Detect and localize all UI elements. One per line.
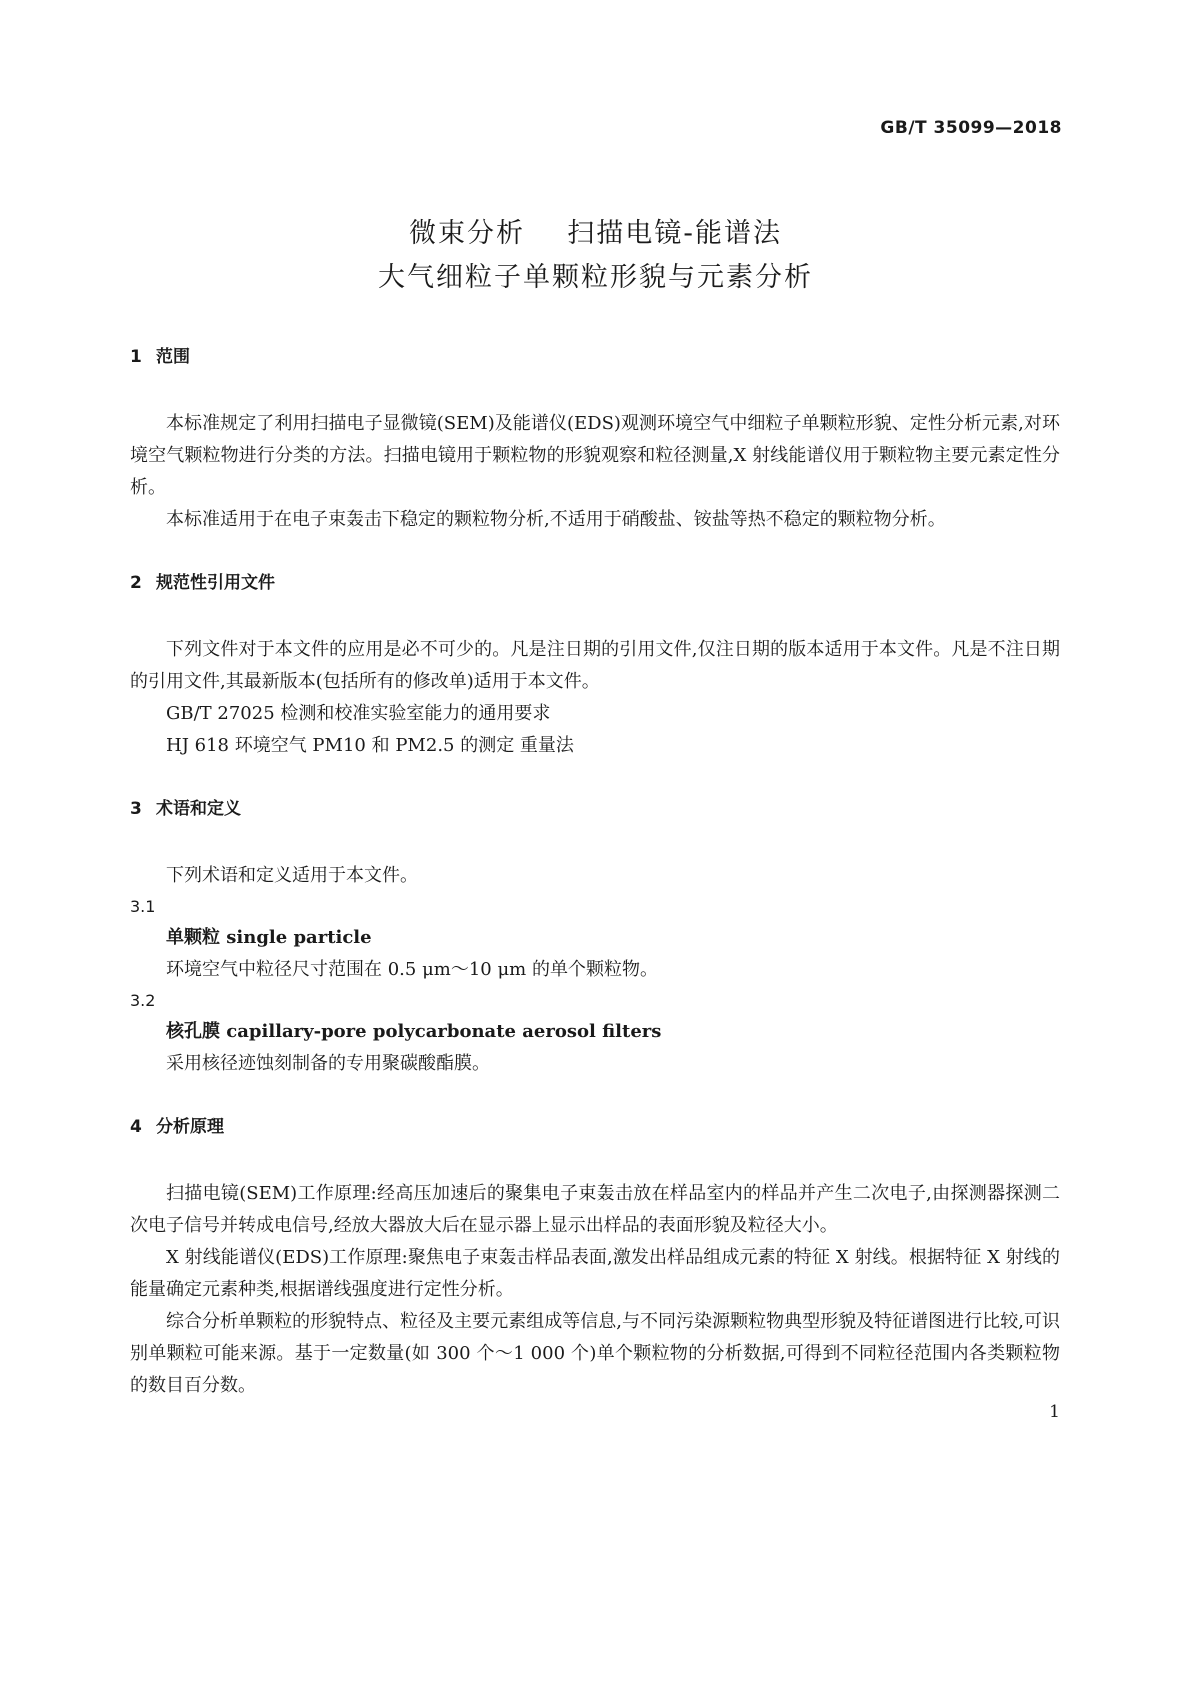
paragraph: 本标准规定了利用扫描电子显微镜(SEM)及能谱仪(EDS)观测环境空气中细粒子单颗粒形貌、定性分析元素,对环境空气颗粒物进行分类的方法。扫描电镜用于颗粒物的形貌观察和粒径测量,X 射线能谱仪用于颗粒物主要元素定性分析。 [130, 413, 1060, 498]
term-number: 3.1 [130, 897, 156, 916]
term-name: 单颗粒 single particle [166, 927, 372, 948]
spacer [130, 536, 1060, 570]
reference-item: GB/T 27025 检测和校准实验室能力的通用要求 [166, 703, 551, 724]
section-number: 1 [130, 347, 142, 367]
spacer [130, 596, 1060, 634]
page-number: 1 [1049, 1402, 1060, 1422]
section-number: 2 [130, 573, 142, 593]
spacer [130, 1080, 1060, 1114]
spacer [130, 762, 1060, 796]
title-line-2: 大气细粒子单颗粒形貌与元素分析 [378, 262, 813, 293]
section-number: 3 [130, 799, 142, 819]
spacer [130, 822, 1060, 860]
reference-item: HJ 618 环境空气 PM10 和 PM2.5 的测定 重量法 [166, 735, 574, 756]
standard-code: GB/T 35099—2018 [880, 118, 1062, 138]
paragraph: 综合分析单颗粒的形貌特点、粒径及主要元素组成等信息,与不同污染源颗粒物典型形貌及特征谱图进行比较,可识别单颗粒可能来源。基于一定数量(如 300 个～1 000 个)单个颗粒物的分析数据,可得到不同粒径范围内各类颗粒物的数目百分数。 [130, 1311, 1060, 1396]
document-title [0, 212, 1191, 300]
section-heading-principle [130, 1114, 1060, 1140]
paragraph: 扫描电镜(SEM)工作原理:经高压加速后的聚集电子束轰击放在样品室内的样品并产生二次电子,由探测器探测二次电子信号并转成电信号,经放大器放大后在显示器上显示出样品的表面形貌及粒径大小。 [130, 1183, 1060, 1236]
term-number: 3.2 [130, 991, 156, 1010]
section-number: 4 [130, 1117, 142, 1137]
document-body [130, 344, 1060, 1402]
term-definition: 采用核径迹蚀刻制备的专用聚碳酸酯膜。 [166, 1053, 490, 1074]
section-title: 范围 [156, 347, 190, 367]
section-title: 术语和定义 [156, 799, 241, 819]
spacer [130, 370, 1060, 408]
section-title: 分析原理 [156, 1117, 224, 1137]
paragraph: X 射线能谱仪(EDS)工作原理:聚焦电子束轰击样品表面,激发出样品组成元素的特征 X 射线。根据特征 X 射线的能量确定元素种类,根据谱线强度进行定性分析。 [130, 1247, 1060, 1300]
paragraph: 本标准适用于在电子束轰击下稳定的颗粒物分析,不适用于硝酸盐、铵盐等热不稳定的颗粒物分析。 [166, 509, 946, 530]
paragraph: 下列术语和定义适用于本文件。 [166, 865, 418, 886]
section-heading-terms [130, 796, 1060, 822]
term-name: 核孔膜 capillary-pore polycarbonate aerosol filters [166, 1021, 662, 1042]
title-line-1: 微束分析 扫描电镜-能谱法 [408, 218, 783, 249]
section-heading-normative-references [130, 570, 1060, 596]
paragraph: 下列文件对于本文件的应用是必不可少的。凡是注日期的引用文件,仅注日期的版本适用于本文件。凡是不注日期的引用文件,其最新版本(包括所有的修改单)适用于本文件。 [130, 639, 1060, 692]
section-title: 规范性引用文件 [156, 573, 275, 593]
section-heading-scope [130, 344, 1060, 370]
spacer [130, 1140, 1060, 1178]
term-definition: 环境空气中粒径尺寸范围在 0.5 μm～10 μm 的单个颗粒物。 [166, 959, 658, 980]
